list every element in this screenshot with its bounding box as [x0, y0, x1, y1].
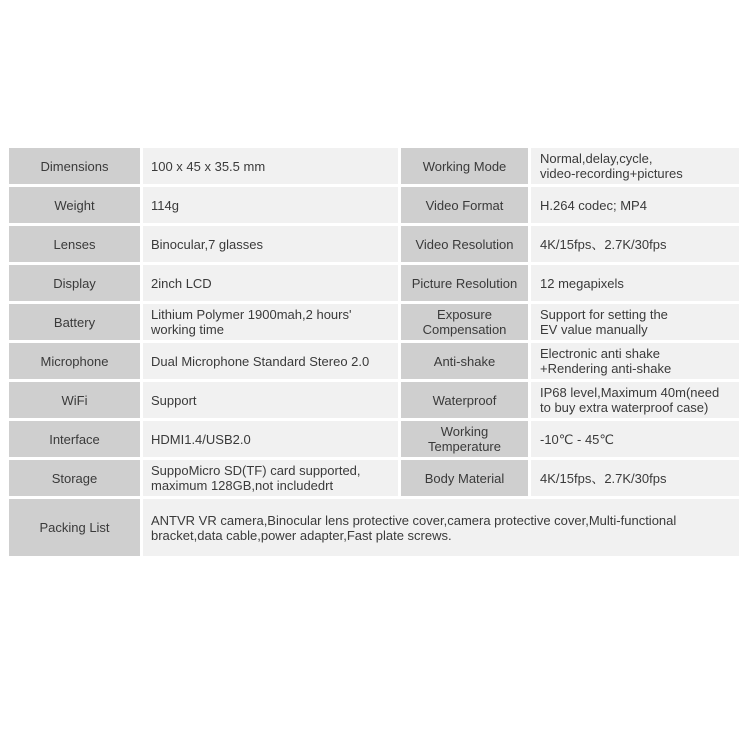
spec-label: Video Format	[401, 187, 528, 223]
spec-row-storage	[9, 460, 739, 496]
spec-value: Electronic anti shake +Rendering anti-shake	[531, 343, 739, 379]
spec-label: Video Resolution	[401, 226, 528, 262]
spec-label: Exposure Compensation	[401, 304, 528, 340]
spec-row-packing-list	[9, 499, 739, 556]
spec-row-lenses	[9, 226, 739, 262]
spec-label: Battery	[9, 304, 140, 340]
spec-label: Working Temperature	[401, 421, 528, 457]
spec-label: Interface	[9, 421, 140, 457]
spec-label: Waterproof	[401, 382, 528, 418]
spec-row-dimensions	[9, 148, 739, 184]
spec-value: HDMI1.4/USB2.0	[143, 421, 398, 457]
spec-value: Support for setting the EV value manually	[531, 304, 739, 340]
spec-value: Normal,delay,cycle, video-recording+pictures	[531, 148, 739, 184]
spec-row-display	[9, 265, 739, 301]
spec-value: -10℃ - 45℃	[531, 421, 739, 457]
spec-value: Dual Microphone Standard Stereo 2.0	[143, 343, 398, 379]
spec-value: 4K/15fps、2.7K/30fps	[531, 226, 739, 262]
spec-value: 114g	[143, 187, 398, 223]
spec-value: Binocular,7 glasses	[143, 226, 398, 262]
spec-row-microphone	[9, 343, 739, 379]
spec-label: Display	[9, 265, 140, 301]
spec-value: 12 megapixels	[531, 265, 739, 301]
spec-label: Lenses	[9, 226, 140, 262]
spec-value: 2inch LCD	[143, 265, 398, 301]
spec-value: Support	[143, 382, 398, 418]
spec-label: WiFi	[9, 382, 140, 418]
spec-row-interface	[9, 421, 739, 457]
spec-label: Storage	[9, 460, 140, 496]
spec-value: IP68 level,Maximum 40m(need to buy extra waterproof case)	[531, 382, 739, 418]
spec-label: Body Material	[401, 460, 528, 496]
spec-table-body	[9, 148, 739, 556]
spec-value: H.264 codec; MP4	[531, 187, 739, 223]
spec-row-battery	[9, 304, 739, 340]
spec-value: 4K/15fps、2.7K/30fps	[531, 460, 739, 496]
spec-label: Picture Resolution	[401, 265, 528, 301]
spec-label: Microphone	[9, 343, 140, 379]
spec-value: ANTVR VR camera,Binocular lens protective cover,camera protective cover,Multi-functional bracket,data cable,power adapter,Fast plate screws.	[143, 499, 739, 556]
spec-row-wifi	[9, 382, 739, 418]
spec-table	[9, 145, 739, 559]
spec-label: Anti-shake	[401, 343, 528, 379]
spec-value: SuppoMicro SD(TF) card supported, maximum 128GB,not includedrt	[143, 460, 398, 496]
spec-label: Dimensions	[9, 148, 140, 184]
spec-value: Lithium Polymer 1900mah,2 hours' working time	[143, 304, 398, 340]
spec-row-weight	[9, 187, 739, 223]
spec-label: Packing List	[9, 499, 140, 556]
spec-label: Working Mode	[401, 148, 528, 184]
spec-label: Weight	[9, 187, 140, 223]
spec-value: 100 x 45 x 35.5 mm	[143, 148, 398, 184]
